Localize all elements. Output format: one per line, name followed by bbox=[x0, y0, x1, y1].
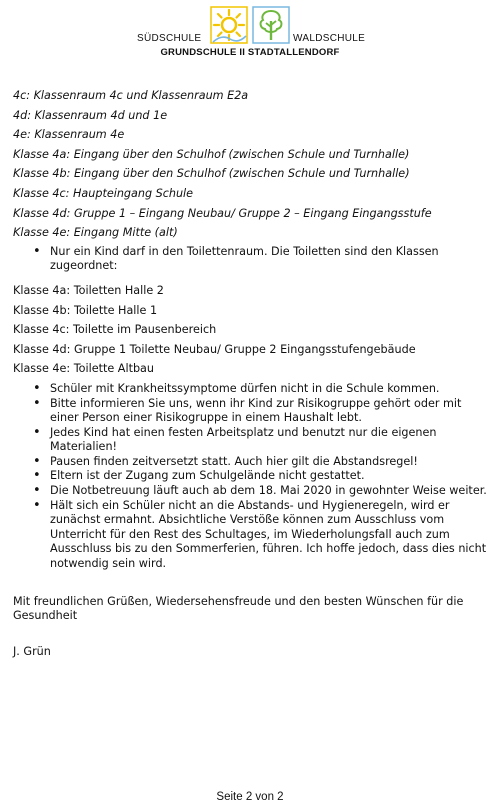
school-name-right: WALDSCHULE bbox=[293, 33, 366, 44]
letter-body bbox=[13, 86, 491, 659]
school-subtitle: GRUNDSCHULE II STADTALLENDORF bbox=[160, 47, 340, 58]
page-number: Seite 2 von 2 bbox=[216, 791, 284, 803]
letterhead bbox=[0, 0, 500, 80]
room-line: 4c: Klassenraum 4c und Klassenraum E2a bbox=[13, 89, 249, 102]
room-line: 4d: Klassenraum 4d und 1e bbox=[13, 108, 168, 122]
toilet-line: Klasse 4d: Gruppe 1 Toilette Neubau/ Gruppe 2 Eingangsstufengebäude bbox=[13, 342, 416, 356]
entrance-line: Klasse 4d: Gruppe 1 – Eingang Neubau/ Gruppe 2 – Eingang Eingangsstufe bbox=[13, 206, 432, 220]
toilet-line: Klasse 4e: Toilette Altbau bbox=[13, 362, 155, 376]
list-item: • Eltern ist der Zugang zum Schulgelände nicht gestattet. bbox=[13, 469, 491, 484]
entrance-line: Klasse 4c: Haupteingang Schule bbox=[13, 186, 194, 200]
signature: J. Grün bbox=[13, 644, 51, 658]
list-item: • Schüler mit Krankheitssymptome dürfen nicht in die Schule kommen. bbox=[13, 382, 491, 397]
list-item: • Jedes Kind hat einen festen Arbeitsplatz und benutzt nur die eigenen Materialien! bbox=[13, 426, 491, 455]
tree-logo-icon bbox=[252, 6, 290, 44]
school-name-left: SÜDSCHULE bbox=[137, 33, 202, 44]
entrance-line: Klasse 4b: Eingang über den Schulhof (zwischen Schule und Turnhalle) bbox=[13, 167, 410, 181]
entrance-line: Klasse 4e: Eingang Mitte (alt) bbox=[13, 226, 178, 240]
toilet-line: Klasse 4b: Toilette Halle 1 bbox=[13, 303, 158, 317]
toilet-line: Klasse 4a: Toiletten Halle 2 bbox=[13, 283, 164, 297]
toilet-line: Klasse 4c: Toilette im Pausenbereich bbox=[13, 323, 217, 337]
sun-logo-icon bbox=[210, 6, 248, 44]
list-item: • Pausen finden zeitversetzt statt. Auch hier gilt die Abstandsregel! bbox=[13, 455, 491, 470]
list-item: • Nur ein Kind darf in den Toilettenraum. Die Toiletten sind den Klassen zugeordnet: bbox=[13, 245, 491, 274]
rules-list bbox=[13, 382, 491, 572]
logo-row bbox=[0, 6, 500, 46]
list-item: • Bitte informieren Sie uns, wenn ihr Kind zur Risikogruppe gehört oder mit einer Person einer Risikogruppe in einem Haushalt lebt. bbox=[13, 397, 491, 426]
closing-text: Mit freundlichen Grüßen, Wiedersehensfreude und den besten Wünschen für die Gesundheit bbox=[13, 594, 464, 623]
entrance-line: Klasse 4a: Eingang über den Schulhof (zwischen Schule und Turnhalle) bbox=[13, 147, 410, 161]
room-line: 4e: Klassenraum 4e bbox=[13, 128, 125, 142]
list-item: • Die Notbetreuung läuft auch ab dem 18. Mai 2020 in gewohnter Weise weiter. bbox=[13, 484, 491, 499]
toilet-bullet-list bbox=[13, 245, 491, 274]
list-item: • Hält sich ein Schüler nicht an die Abstands- und Hygieneregeln, wird er zunächst ermahnt. Absichtliche Verstöße können zum Ausschluss vom Unterricht für den Rest des Schultages, im Wiederholungsfall auch zum Ausschluss bis zu den Sommerferien, führen. Ich hoffe jedoch, dass dies nicht notwendig sein wird. bbox=[13, 499, 491, 572]
